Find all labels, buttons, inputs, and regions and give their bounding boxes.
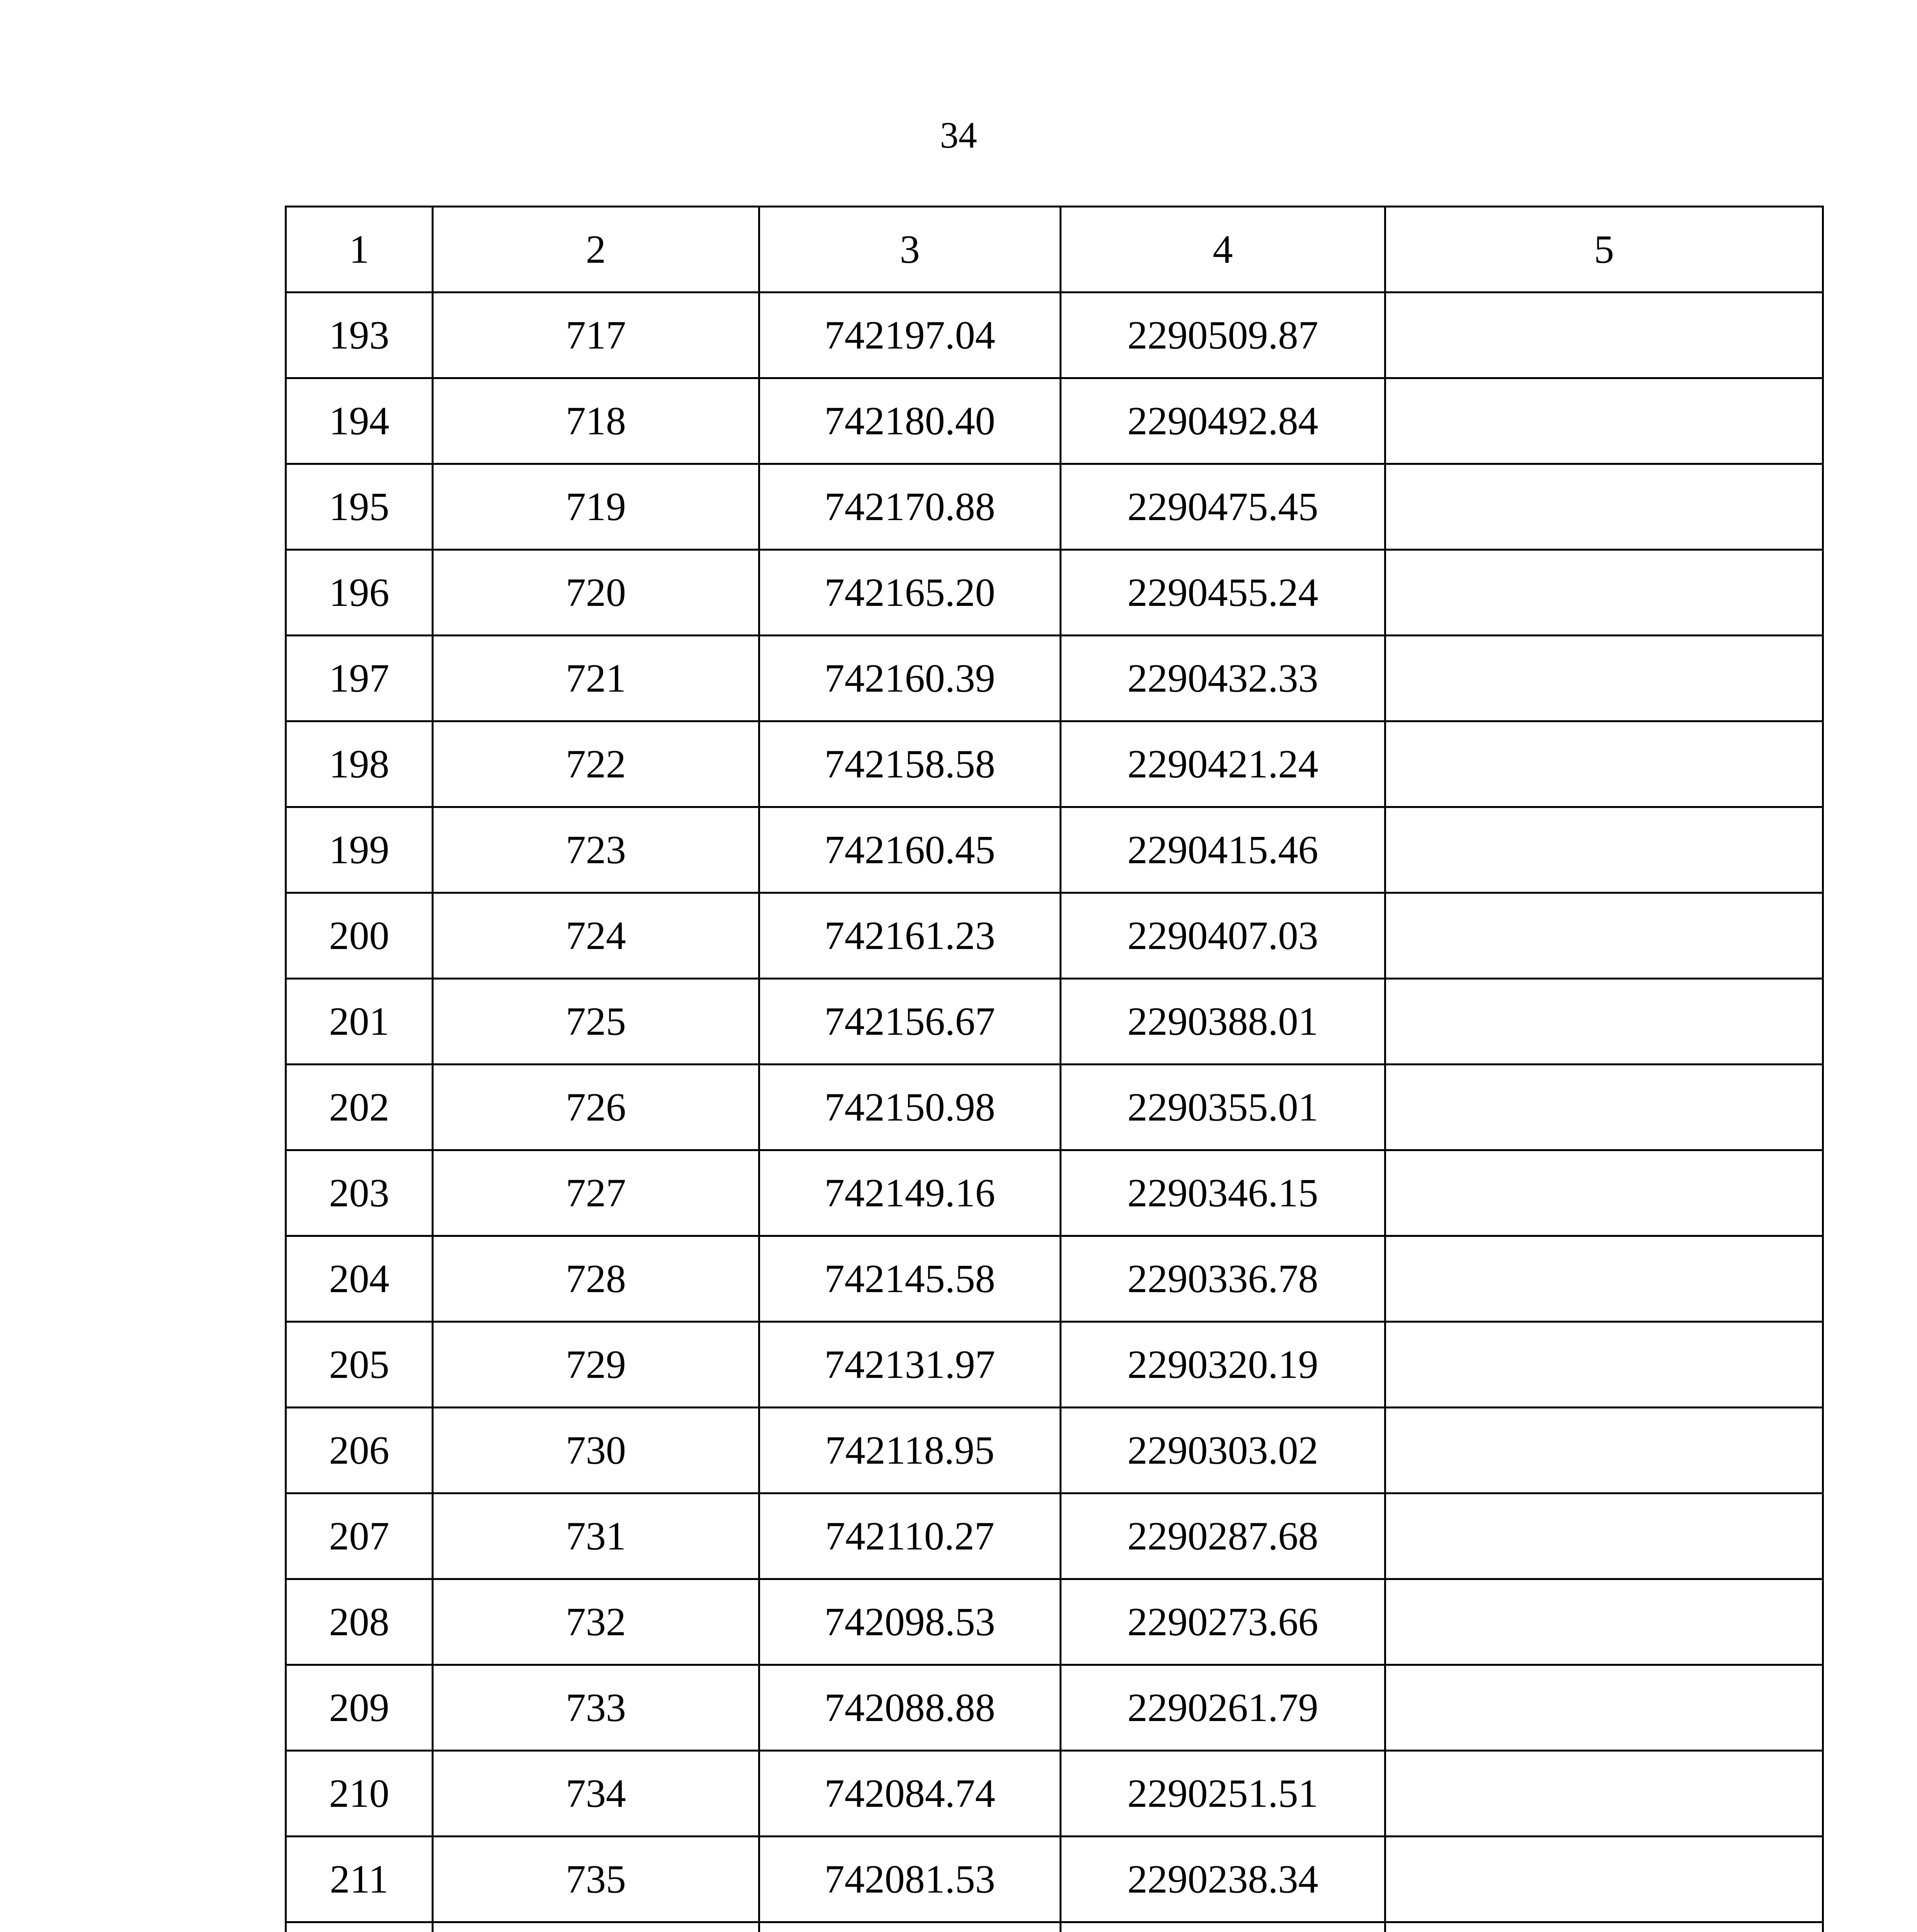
- table-row: [286, 1493, 1823, 1579]
- table-cell: 2290261.79: [1061, 1665, 1385, 1751]
- table-cell: 205: [286, 1322, 433, 1408]
- table-row: [286, 1922, 1823, 1932]
- table-cell: [1385, 1665, 1823, 1751]
- table-cell: [1385, 464, 1823, 550]
- table-cell: 2290238.34: [1061, 1837, 1385, 1922]
- table-cell: 721: [433, 636, 759, 721]
- table-row: [286, 293, 1823, 378]
- table-cell: 2290287.68: [1061, 1493, 1385, 1579]
- table-cell: 199: [286, 807, 433, 893]
- table-cell: 200: [286, 893, 433, 979]
- table-cell: 742084.74: [759, 1751, 1061, 1837]
- table-cell: 742180.40: [759, 378, 1061, 464]
- column-header: 2: [433, 207, 759, 293]
- table-cell: 724: [433, 893, 759, 979]
- table-cell: 2290407.03: [1061, 893, 1385, 979]
- coordinates-table: [285, 206, 1824, 1932]
- table-cell: 720: [433, 550, 759, 636]
- table-cell: [1385, 378, 1823, 464]
- table-row: [286, 378, 1823, 464]
- table-cell: [1385, 1751, 1823, 1837]
- table-cell: 202: [286, 1065, 433, 1150]
- table-cell: 203: [286, 1150, 433, 1236]
- table-row: [286, 550, 1823, 636]
- table-cell: 193: [286, 293, 433, 378]
- table-cell: [1385, 1493, 1823, 1579]
- table-cell: 728: [433, 1236, 759, 1322]
- table-cell: 727: [433, 1150, 759, 1236]
- table-cell: 195: [286, 464, 433, 550]
- table-cell: [1385, 1236, 1823, 1322]
- table-cell: [1385, 1322, 1823, 1408]
- table-cell: [1385, 293, 1823, 378]
- table-cell: 209: [286, 1665, 433, 1751]
- table-row: [286, 979, 1823, 1065]
- table-cell: 2290303.02: [1061, 1408, 1385, 1493]
- table-body: [286, 293, 1823, 1932]
- table-cell: [759, 1922, 1061, 1932]
- table-cell: 742160.39: [759, 636, 1061, 721]
- table-cell: 2290336.78: [1061, 1236, 1385, 1322]
- table-cell: 2290320.19: [1061, 1322, 1385, 1408]
- table-row: [286, 1236, 1823, 1322]
- table-cell: 742165.20: [759, 550, 1061, 636]
- table-row: [286, 464, 1823, 550]
- table-cell: 2290432.33: [1061, 636, 1385, 721]
- table-cell: 719: [433, 464, 759, 550]
- table-row: [286, 1150, 1823, 1236]
- table-cell: [1061, 1922, 1385, 1932]
- table-cell: 742081.53: [759, 1837, 1061, 1922]
- table-cell: [1385, 1922, 1823, 1932]
- table-cell: 2290455.24: [1061, 550, 1385, 636]
- table-row: [286, 1065, 1823, 1150]
- table-cell: 2290415.46: [1061, 807, 1385, 893]
- table-cell: 2290421.24: [1061, 721, 1385, 807]
- table-cell: 742098.53: [759, 1579, 1061, 1665]
- table-cell: [1385, 721, 1823, 807]
- table-cell: 211: [286, 1837, 433, 1922]
- table-row: [286, 1837, 1823, 1922]
- table-cell: [1385, 1408, 1823, 1493]
- table-cell: 198: [286, 721, 433, 807]
- table-row: [286, 1322, 1823, 1408]
- table-cell: 742118.95: [759, 1408, 1061, 1493]
- table-cell: [1385, 1065, 1823, 1150]
- table-cell: 718: [433, 378, 759, 464]
- table-cell: [1385, 1837, 1823, 1922]
- table-row: [286, 1579, 1823, 1665]
- table-cell: 201: [286, 979, 433, 1065]
- table-cell: 2290346.15: [1061, 1150, 1385, 1236]
- table-cell: [286, 1922, 433, 1932]
- table-row: [286, 1751, 1823, 1837]
- table-cell: 742131.97: [759, 1322, 1061, 1408]
- table-cell: 2290355.01: [1061, 1065, 1385, 1150]
- table-cell: 2290388.01: [1061, 979, 1385, 1065]
- table-cell: 2290492.84: [1061, 378, 1385, 464]
- table-cell: 717: [433, 293, 759, 378]
- table-cell: 742088.88: [759, 1665, 1061, 1751]
- table-cell: 729: [433, 1322, 759, 1408]
- table-row: [286, 721, 1823, 807]
- table-row: [286, 807, 1823, 893]
- table-cell: 207: [286, 1493, 433, 1579]
- table-cell: 194: [286, 378, 433, 464]
- table-cell: [1385, 893, 1823, 979]
- table-cell: 2290251.51: [1061, 1751, 1385, 1837]
- table-cell: 742150.98: [759, 1065, 1061, 1150]
- table-cell: 725: [433, 979, 759, 1065]
- table-header-row: [286, 207, 1823, 293]
- table-cell: 722: [433, 721, 759, 807]
- table-cell: 2290509.87: [1061, 293, 1385, 378]
- table-cell: 204: [286, 1236, 433, 1322]
- column-header: 5: [1385, 207, 1823, 293]
- table-cell: 208: [286, 1579, 433, 1665]
- table-cell: 210: [286, 1751, 433, 1837]
- table-cell: 2290475.45: [1061, 464, 1385, 550]
- table-cell: 2290273.66: [1061, 1579, 1385, 1665]
- table-row: [286, 893, 1823, 979]
- table-cell: 742158.58: [759, 721, 1061, 807]
- table-cell: [1385, 636, 1823, 721]
- table-cell: 197: [286, 636, 433, 721]
- table-cell: 742156.67: [759, 979, 1061, 1065]
- table-row: [286, 1408, 1823, 1493]
- table-row: [286, 1665, 1823, 1751]
- table-cell: 742160.45: [759, 807, 1061, 893]
- table-cell: 742161.23: [759, 893, 1061, 979]
- table-cell: 732: [433, 1579, 759, 1665]
- column-header: 1: [286, 207, 433, 293]
- table-row: [286, 636, 1823, 721]
- page-number: 34: [940, 114, 977, 156]
- table-cell: 742110.27: [759, 1493, 1061, 1579]
- table-cell: 726: [433, 1065, 759, 1150]
- table-cell: 742149.16: [759, 1150, 1061, 1236]
- table-cell: [433, 1922, 759, 1932]
- table-cell: 742170.88: [759, 464, 1061, 550]
- table-cell: [1385, 1150, 1823, 1236]
- table-cell: 723: [433, 807, 759, 893]
- table-cell: [1385, 1579, 1823, 1665]
- column-header: 3: [759, 207, 1061, 293]
- table-cell: [1385, 550, 1823, 636]
- table-cell: 734: [433, 1751, 759, 1837]
- table-cell: 730: [433, 1408, 759, 1493]
- table-cell: 206: [286, 1408, 433, 1493]
- column-header: 4: [1061, 207, 1385, 293]
- table-cell: 733: [433, 1665, 759, 1751]
- table-cell: 196: [286, 550, 433, 636]
- table-cell: 742145.58: [759, 1236, 1061, 1322]
- table-cell: 742197.04: [759, 293, 1061, 378]
- table-cell: 735: [433, 1837, 759, 1922]
- table-cell: 731: [433, 1493, 759, 1579]
- table-cell: [1385, 979, 1823, 1065]
- table-cell: [1385, 807, 1823, 893]
